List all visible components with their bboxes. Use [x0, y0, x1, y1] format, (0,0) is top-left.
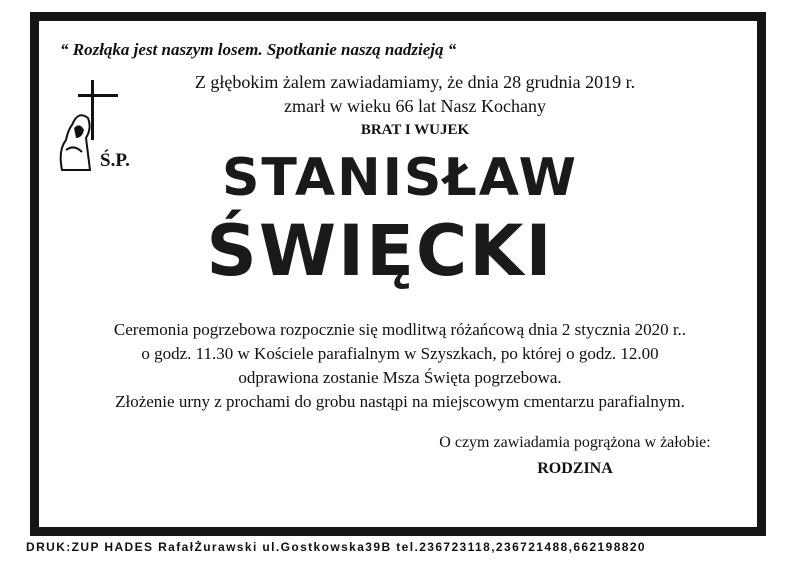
printer-footer: DRUK:ZUP HADES RafałŻurawski ul.Gostkowska39B tel.236723118,236721488,662198820	[26, 540, 646, 554]
mourners-intro: O czym zawiadamia pogrążona w żałobie:	[439, 434, 711, 451]
ceremony-line-2: o godz. 11.30 w Kościele parafialnym w Szyszkach, po której o godz. 12.00	[141, 344, 659, 363]
ceremony-details	[50, 318, 750, 414]
ceremony-line-1: Ceremonia pogrzebowa rozpocznie się modlitwą różańcową dnia 2 stycznia 2020 r..	[113, 320, 687, 339]
family-signature: RODZINA	[537, 460, 613, 477]
mourners-notice	[400, 430, 750, 482]
sp-abbreviation: Ś.P.	[100, 150, 130, 171]
first-name: STANISŁAW	[221, 148, 579, 208]
intro-line-1: Z głębokim żalem zawiadamiamy, że dnia 28 grudnia 2019 r.	[194, 72, 636, 92]
intro-line-2: zmarł w wieku 66 lat Nasz Kochany	[284, 96, 546, 116]
ceremony-line-4: Złożenie urny z prochami do grobu nastąpi na miejscowym cmentarzu parafialnym.	[115, 392, 685, 411]
intro-text	[170, 70, 660, 142]
last-name: ŚWIĘCKI	[206, 210, 554, 292]
relation: BRAT I WUJEK	[360, 122, 470, 138]
motto: “ Rozłąka jest naszym losem. Spotkanie naszą nadzieją “	[60, 40, 457, 59]
ceremony-line-3: odprawiona zostanie Msza Święta pogrzebowa.	[238, 368, 562, 387]
